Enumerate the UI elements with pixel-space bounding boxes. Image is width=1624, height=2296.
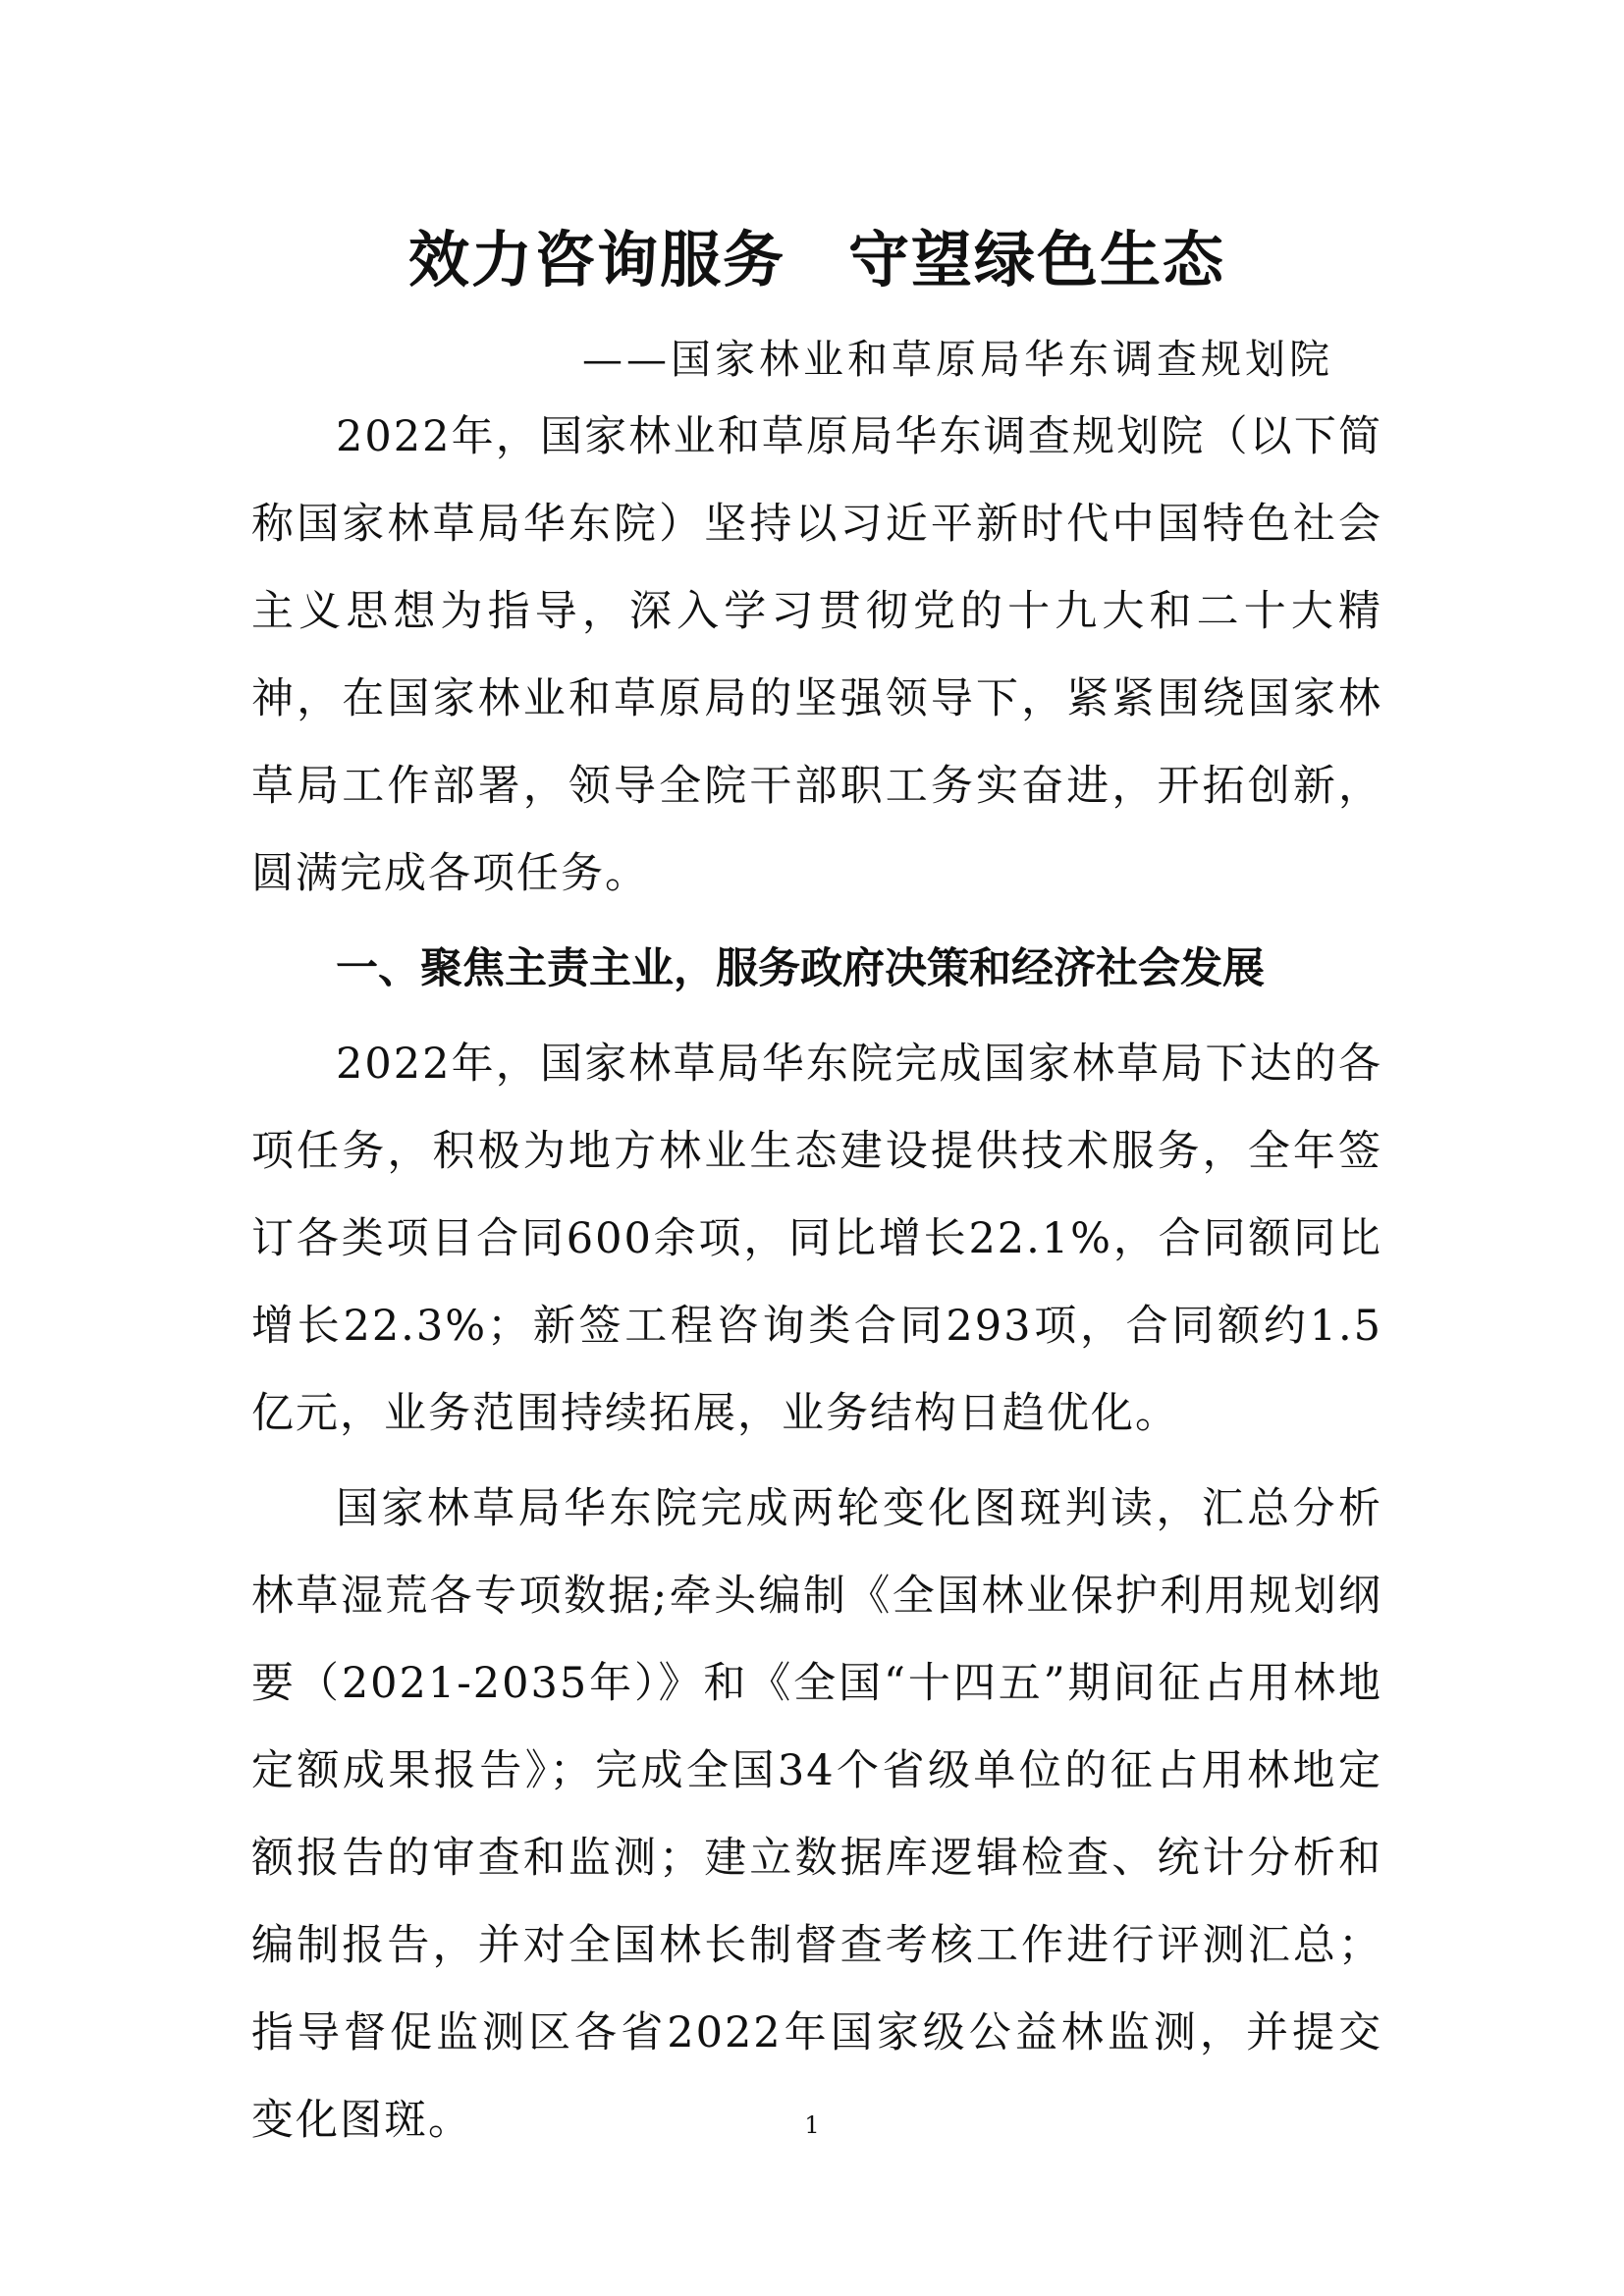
document-subtitle: ——国家林业和草原局华东调查规划院 xyxy=(582,336,1333,383)
section-heading-1: 一、聚焦主责主业，服务政府决策和经济社会发展 xyxy=(336,944,1265,993)
section1-paragraph-2: 国家林草局华东院完成两轮变化图斑判读，汇总分析林草湿荒各专项数据;牵头编制《全国林业保护利用规划纲要（2021-2035年）》和《全国“十四五”期间征占用林地定额成果报告》；完成全国34个省级单位的征占用林地定额报告的审查和监测；建立数据库逻辑检查、统计分析和编制报告，并对全国林长制督查考核工作进行评测汇总；指导督促监测区各省2022年国家级公益林监测，并提交变化图斑。 xyxy=(251,1484,1382,2145)
document-body xyxy=(251,211,1382,2164)
section1-paragraph-1: 2022年，国家林草局华东院完成国家林草局下达的各项任务，积极为地方林业生态建设提供技术服务，全年签订各类项目合同600余项，同比增长22.1%，合同额同比增长22.3%；新签工程咨询类合同293项，合同额约1.5亿元，业务范围持续拓展，业务结构日趋优化。 xyxy=(251,1040,1382,1438)
document-title: 效力咨询服务 守望绿色生态 xyxy=(407,224,1225,295)
intro-paragraph: 2022年，国家林业和草原局华东调查规划院（以下简称国家林草局华东院）坚持以习近平新时代中国特色社会主义思想为指导，深入学习贯彻党的十九大和二十大精神，在国家林业和草原局的坚强领导下，紧紧围绕国家林草局工作部署，领导全院干部职工务实奋进，开拓创新，圆满完成各项任务。 xyxy=(251,412,1382,898)
page-number: 1 xyxy=(804,2111,820,2139)
